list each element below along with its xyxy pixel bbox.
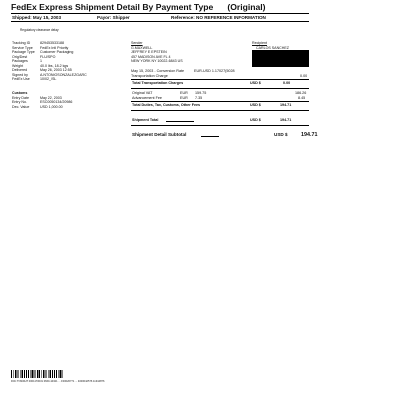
sender-line: 457 MADISON AVE FL 4 [131, 54, 171, 59]
customs-row: Entry No. ESC0050134/20986 [12, 100, 73, 105]
customs-heading: Customs [12, 91, 28, 95]
divider [131, 101, 309, 102]
customs-row: Dec. Value USD 1,000.00 [12, 104, 63, 109]
signature-dash [201, 136, 219, 137]
sender-line: NEW YORK NY 10022-6843 US [131, 59, 183, 63]
customs-row: Entry Date May 22, 2003 [12, 95, 62, 100]
shipment-details [12, 41, 87, 82]
detail-row: Package Type Customer Packaging [12, 50, 74, 55]
detail-row: Packages 1 [12, 59, 42, 64]
document-title [11, 2, 266, 12]
divider [131, 79, 309, 80]
redacted-address-block [252, 50, 309, 67]
divider [131, 125, 309, 126]
sender-label: Sender [131, 41, 143, 45]
payor: Payor: Shipper [97, 15, 130, 20]
detail-row: Tracking ID 829453533188 [12, 41, 64, 45]
divider [131, 88, 309, 89]
shipment-header-bar [11, 13, 309, 22]
detail-row: Weight 40.0 lbs, 18.2 kgs [12, 63, 69, 68]
detail-row: Service Type FedEx Intl Priority [12, 45, 69, 50]
title-main: FedEx Express Shipment Detail By Payment Type [11, 2, 214, 12]
recipient-name: CARLOS SANCHEZ [256, 45, 289, 50]
shipment-detail-page: FedEx Express Shipment Detail By Payment Type (Original) Shipped: May 15, 2003 Payor: Shipper Reference: NO REFERENCE INFORMATION Regulatory clearance delay Tracking ID 829453533188 Service Type FedEx Intl Priority Package Type Customer Packaging Orig/Dest FLU/SPO Packages 1 Weight 40.0 lbs, 18.2 kgs Delivered May 26, 2003 12:55 Signed by A.NTONIOSONZALEZGARC FedEx Use 10/02_/SL Customs Entry Date May 22, 2003 Entry No. ESC0050134/20986 Dec. Value USD 1,000.00 Sender G.MAXWELL JEFFREY E EPSTEIN 457 MADISON AVE FL 4 NEW YORK NY 10022-6843 US Recipient CARLOS SANCHEZ May 15, 2003 - Conversion Rate EUR-USD 1.17027(5028 Transportation Charge 0.00 Total Transportation Charges USD $ 0.00 Original VAT EUR 159.75 186.26 Advancement Fee EUR 7.35 8.45 Total Duties, Tax, Customs, Other Fees USD $ 194.71 Shipment Total USD $ 194.71 Shipment Detail Subtotal USD $ 194.71 FDC TNSWHT 0001170031 0660-10321 ... F00026771 ... 4000042576 11344876 [11, 2, 318, 383]
clearance-note: Regulatory clearance delay [20, 28, 59, 32]
detail-row: Signed by A.NTONIOSONZALEZGARC [12, 72, 87, 77]
footer-code: FDC TNSWHT 0001170031 0660-10321 ... F00026771 ... 4000042576 11344876 [11, 380, 105, 383]
title-qualifier: (Original) [227, 2, 266, 12]
barcode [11, 370, 63, 378]
sender-block [131, 41, 183, 64]
sender-line: G.MAXWELL [131, 45, 153, 50]
signature-dash [166, 121, 194, 122]
sender-line: JEFFREY E EPSTEIN [131, 50, 167, 54]
customs-section [12, 91, 72, 109]
divider [131, 110, 309, 111]
recipient-block [252, 41, 289, 50]
reference: Reference: NO REFERENCE INFORMATION [171, 15, 266, 20]
shipped-date: Shipped: May 15, 2003 [12, 15, 62, 20]
detail-row: Orig/Dest FLU/SPO [12, 54, 56, 59]
recipient-label: Recipient [252, 41, 267, 45]
detail-row: FedEx Use 10/02_/SL [12, 77, 57, 82]
detail-row: Delivered May 26, 2003 12:55 [12, 68, 72, 73]
